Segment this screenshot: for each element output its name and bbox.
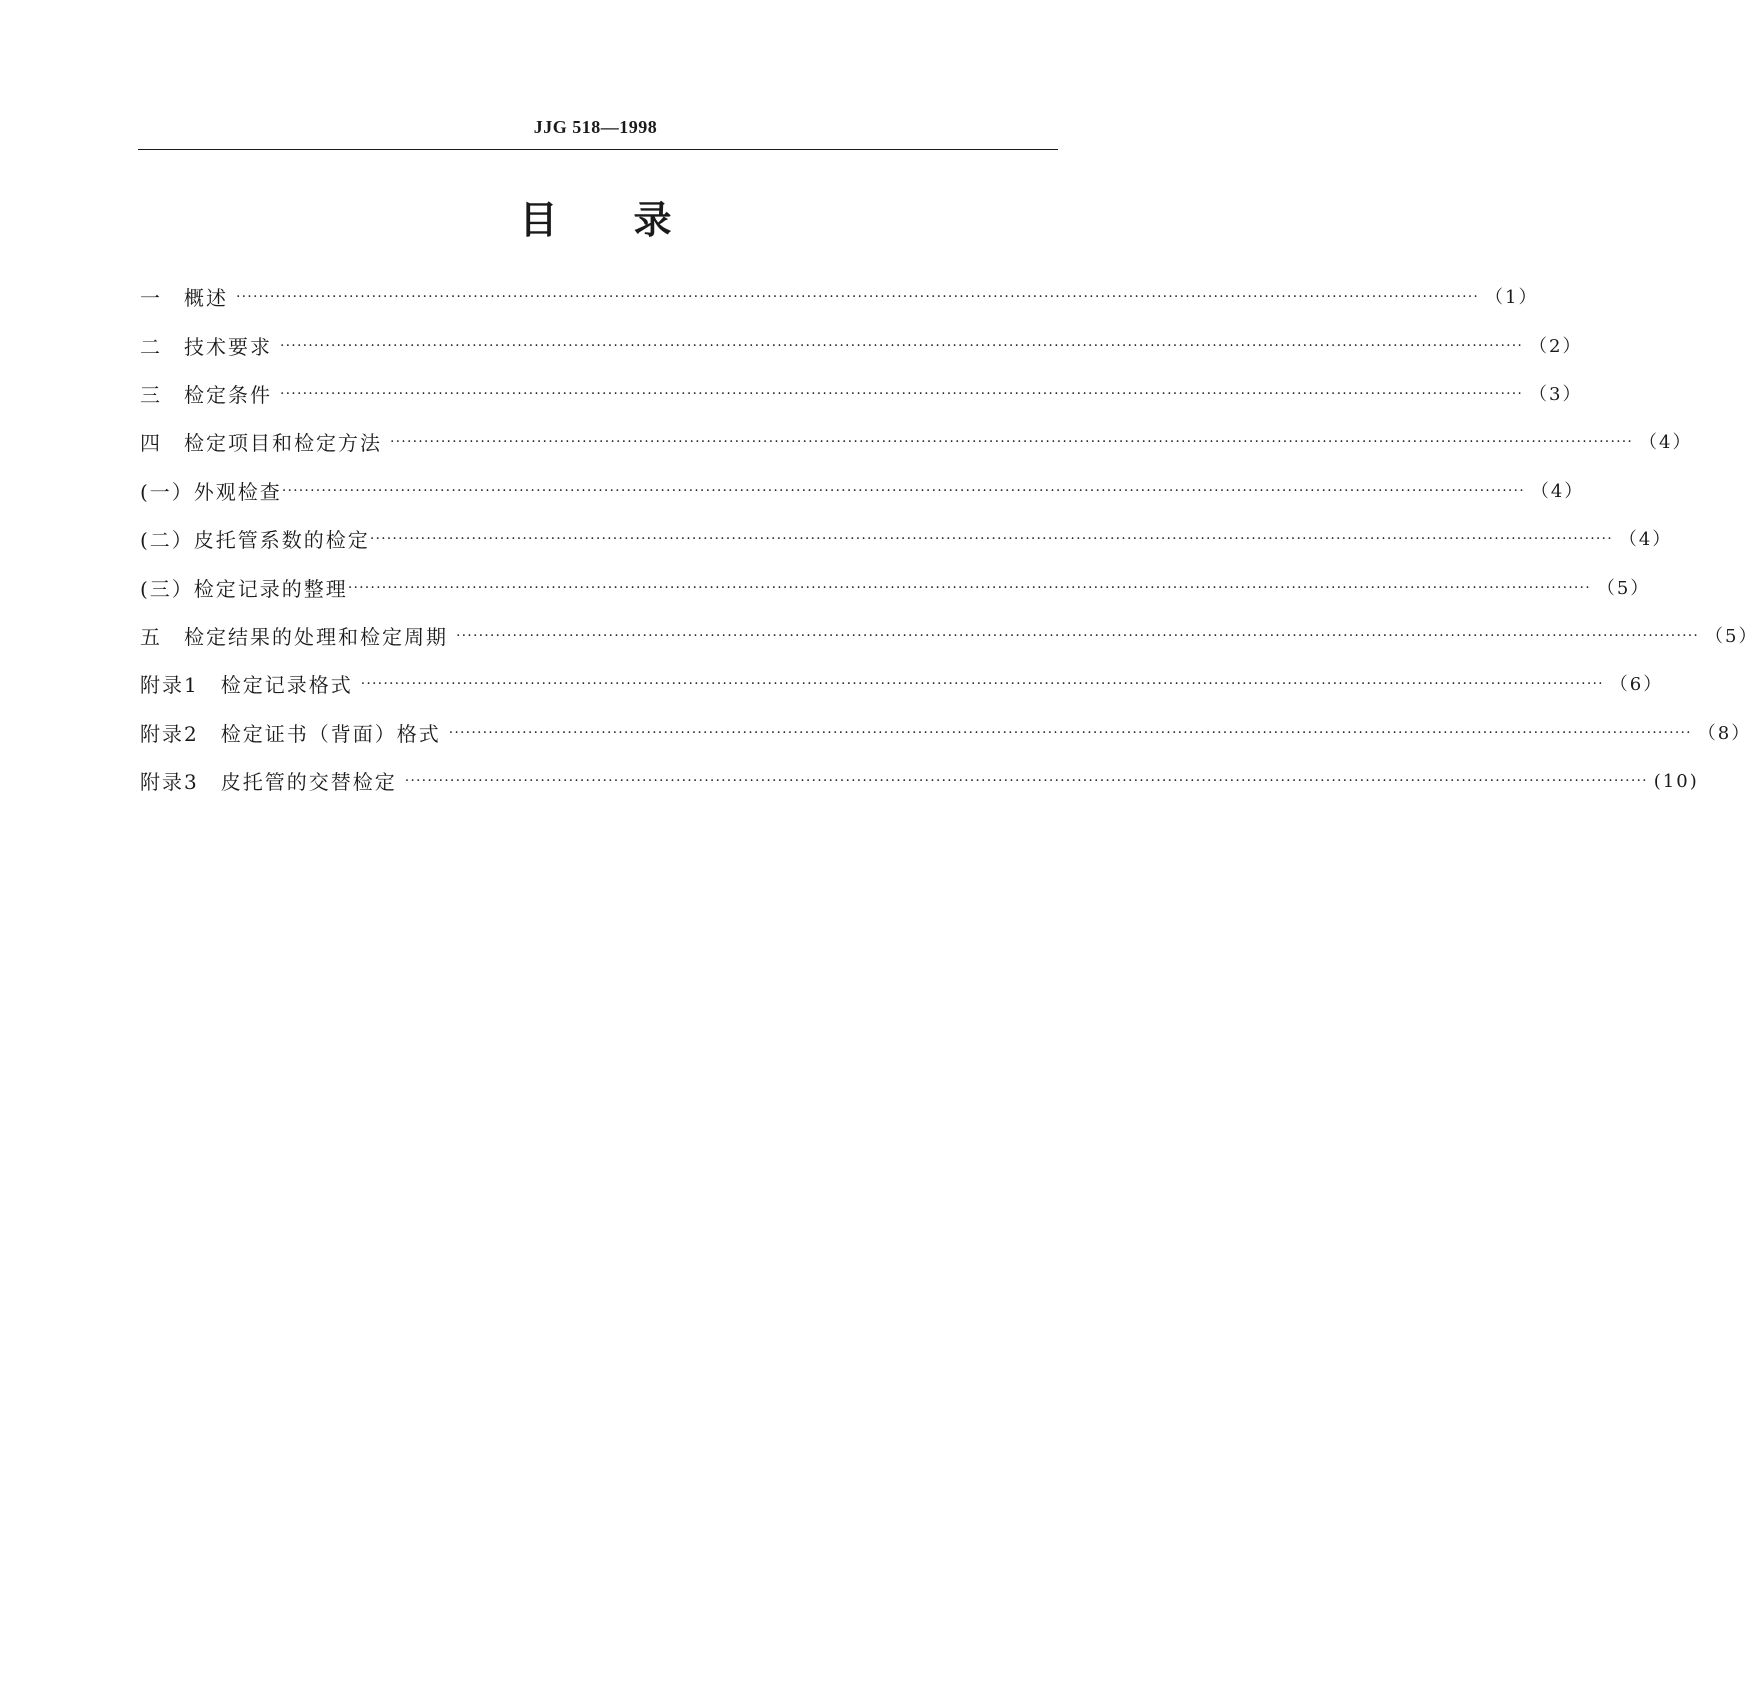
toc-entry-label: (一）外观检查	[140, 479, 282, 504]
toc-entry-label: 四 检定项目和检定方法	[140, 431, 382, 456]
toc-entry[interactable]	[140, 322, 1583, 370]
toc-entry-page: （4）	[1530, 480, 1585, 502]
header-divider	[138, 149, 1058, 150]
toc-dot-leader: ............................................................................................................................................................................................................................	[347, 575, 1591, 592]
toc-title: 目录	[519, 198, 748, 242]
toc-entry-label: 三 检定条件	[140, 382, 272, 407]
toc-entry[interactable]	[140, 613, 1759, 661]
toc-entry-page: （4）	[1618, 529, 1673, 551]
toc-entry-page: （5）	[1596, 577, 1651, 599]
toc-dot-leader: ............................................................................................................................................................................................................................	[448, 720, 1692, 737]
toc-dot-leader: ............................................................................................................................................................................................................................	[280, 381, 1524, 398]
toc-entry-label: 二 技术要求	[140, 334, 272, 359]
toc-entry-page: （5）	[1705, 625, 1759, 647]
toc-entry[interactable]	[140, 516, 1673, 564]
toc-dot-leader: ............................................................................................................................................................................................................................	[390, 430, 1634, 447]
toc-dot-leader: ............................................................................................................................................................................................................................	[236, 285, 1480, 302]
toc-entry-page: (10)	[1653, 771, 1699, 793]
toc-entry-page: （2）	[1529, 335, 1583, 357]
toc-entry[interactable]	[140, 371, 1583, 419]
toc-entry-label: (三）检定记录的整理	[140, 576, 348, 601]
toc-entry-label: 五 检定结果的处理和检定周期	[140, 624, 448, 649]
toc-entry[interactable]	[140, 419, 1693, 467]
toc-entry[interactable]	[140, 710, 1752, 758]
toc-entry-page: （1）	[1485, 287, 1539, 309]
toc-entry[interactable]	[140, 661, 1664, 709]
toc-dot-leader: ............................................................................................................................................................................................................................	[404, 769, 1648, 786]
toc-entry[interactable]	[140, 274, 1539, 322]
toc-entry[interactable]	[140, 758, 1699, 806]
toc-entry-label: 附录2 检定证书（背面）格式	[140, 721, 441, 746]
toc-entry-page: （6）	[1609, 674, 1664, 696]
table-of-contents	[140, 274, 1759, 806]
toc-dot-leader: ............................................................................................................................................................................................................................	[456, 623, 1700, 640]
toc-entry-label: (二）皮托管系数的检定	[140, 528, 370, 553]
toc-dot-leader: ............................................................................................................................................................................................................................	[281, 478, 1525, 495]
toc-entry-label: 附录3 皮托管的交替检定	[140, 770, 397, 795]
toc-entry[interactable]	[140, 468, 1585, 516]
toc-entry-page: （8）	[1697, 722, 1752, 744]
standard-code-header: JJG 518—1998	[533, 117, 658, 137]
toc-entry-label: 附录1 检定记录格式	[140, 673, 353, 698]
toc-dot-leader: ............................................................................................................................................................................................................................	[369, 527, 1613, 544]
toc-entry-label: 一 概述	[140, 286, 228, 311]
toc-dot-leader: ............................................................................................................................................................................................................................	[360, 672, 1604, 689]
toc-entry[interactable]	[140, 564, 1651, 612]
toc-entry-page: （3）	[1529, 383, 1583, 405]
toc-entry-page: （4）	[1639, 432, 1693, 454]
toc-dot-leader: ............................................................................................................................................................................................................................	[280, 333, 1524, 350]
